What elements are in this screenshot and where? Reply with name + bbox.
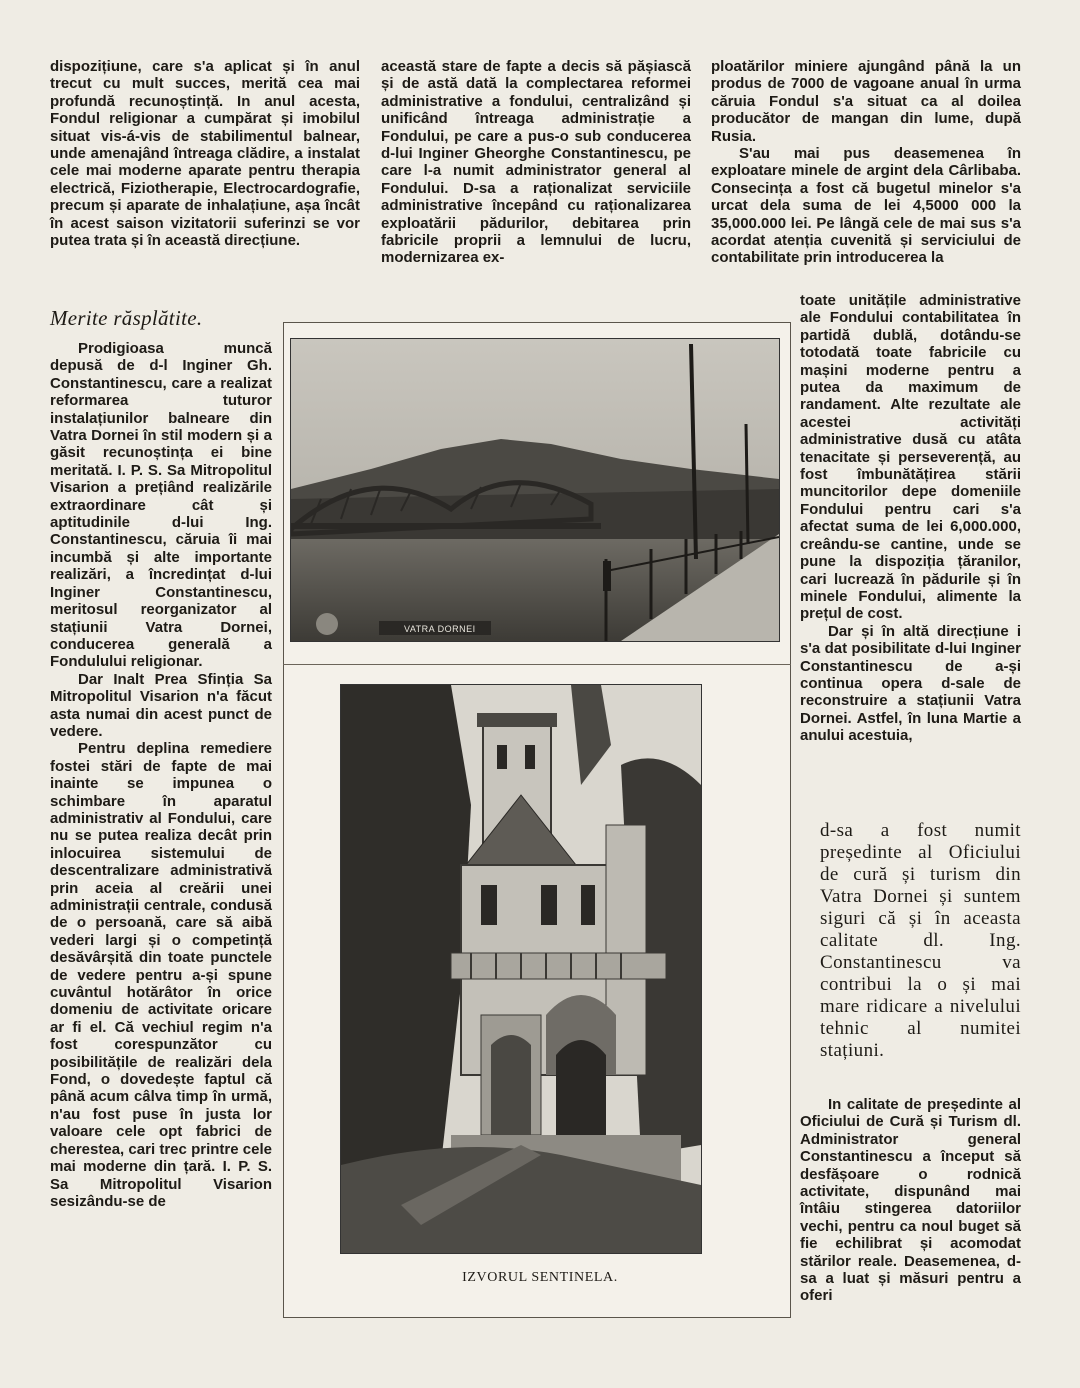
paragraph: Dar Inalt Prea Sfinția Sa Mitropolitul Visarion n'a făcut asta numai din acest punct de vedere. <box>50 670 272 740</box>
paragraph: Dar și în altă direcțiune i s'a dat posibilitate d-lui Inginer Constantinescu de a-și continua opera d-sale de reconstruire a stațiunii Vatra Dornei. Astfel, în luna Martie a anului acestuia, <box>800 622 1021 745</box>
bridge-photo <box>290 338 780 642</box>
bridge-illustration <box>291 339 779 641</box>
column-3-top-text <box>711 58 1021 267</box>
paragraph: această stare de fapte a decis să pășiască și de astă dată la complectarea reformei administrative a fondului, centralizând și unificând întreaga administrație a Fondului, pe care a pus-o sub conducerea d-lui Inginer Gheorghe Constantinescu, pe care l-a numit administrator general al Fondului. D-sa a raționalizat serviciile administrative începând cu raționalizarea exploatării pădurilor, debitarea prin fabricile proprii a lemnului de lucru, modernizarea ex- <box>381 58 691 267</box>
paragraph: Prodigioasa muncă depusă de d-l Inginer Gh. Constantinescu, care a realizat reformarea tuturor instalațiunilor balneare din Vatra Dornei în stil modern și a găsit recunoștința ei bine meritată. I. P. S. Sa Mitropolitul Visarion a prețiând realizările extraordinare cât și aptitudinile d-lui Ing. Constantinescu, căruia îi mai incumbă și alte importante realizări, a încredințat d-lui Inginer Constantinescu, meritosul reorganizator al stațiunii Vatra Dornei, conducerea generală a Fondulului religionar. <box>50 340 272 671</box>
paragraph: toate unitățile administrative ale Fondului contabilitatea în partidă dublă, dotându-se totodată toate fabricile cu mașini moderne pentru a putea da maximum de randament. Alte rezultate ale acestei activități administrative dusă cu atâta tenacitate și perseverență, au fost îmbunătățirea stării muncitorilor depe domeniile Fondului pentru cari s'a afectat suma de lei 6,000.000, creându-se cantine, unde se pune la dispoziția țăranilor, cari lucrează în pădurile și în minele Fondului, alimente la prețul de cost. <box>800 292 1021 623</box>
highlighted-text: d-sa a fost numit președinte al Oficiului de cură și turism din Vatra Dornei și suntem siguri că și în aceasta calitate dl. Ing. Constantinescu va contribui la o și mai mare ridicare a nivelului tehnic al numitei stațiuni. <box>820 820 1021 1061</box>
column-3-text <box>800 292 1021 745</box>
column-1-text <box>50 340 272 1210</box>
paragraph: In calitate de președinte al Oficiului de Cură și Turism dl. Administrator general Constantinescu a început să desfășoare o rodnică activitate, dispunând mai întâiu stingerea datoriilor vechi, pentru ca noul buget să fie echilibrat și acomodat stărilor reale. Deasemenea, d-sa a luat și măsuri pentru a oferi <box>800 1096 1021 1305</box>
section-heading: Merite răsplătite. <box>50 306 203 330</box>
paragraph: Pentru deplina remediere fostei stări de fapte de mai inainte se impunea o schimbare în aparatul administrativ al Fondului, care nu se putea realiza decât prin inlocuirea sistemului de descentralizare administrativă prin aceia al creării unei administrații centrale, condusă de o persoană, care să aibă vederi largi și o competință desăvârșită din toate punctele de vedere pentru a-și spune cuvântul hotărâtor în orice domeniu de activitate oricare ar fi el. Că vechiul regim n'a fost corespunzător cu posibilitățile de realizări dela Fond, o dovedește faptul că până acum câlva timp în urmă, n'au fost puse în justa lor valoare cele opt fabrici de cherestea, cari trec printre cele mai moderne din țară. I. P. S. Sa Mitropolitul Visarion sesizându-se de <box>50 740 272 1210</box>
paragraph: ploatărilor miniere ajungând până la un produs de 7000 de vagoane anual în urma căruia Fondul s'a situat ca al doilea producător de mangan din lume, după Rusia. <box>711 58 1021 145</box>
frame-divider <box>283 664 791 665</box>
column-3-bottom-text <box>800 1096 1021 1305</box>
tower-photo <box>340 684 702 1254</box>
tower-photo-caption: IZVORUL SENTINELA. <box>462 1270 618 1285</box>
column-1-top-text <box>50 58 360 249</box>
tower-illustration <box>341 685 701 1253</box>
paragraph: dispozițiune, care s'a aplicat și în anul trecut cu mult succes, merită cea mai profundă recunoștință. In anul acesta, Fondul religionar a cumpărat și imobilul situat vis-á-vis de stabilimentul balnear, unde amenajând întreaga clădire, a instalat cele mai moderne aparate pentru therapia electrică, Fiziotherapie, Electrocardografie, precum și aparate de inhalațiune, așa încât în acest saison vizitatorii suferinzi se vor putea trata și în această direcțiune. <box>50 58 360 250</box>
bridge-photo-label: VATRA DORNEI <box>404 624 476 634</box>
paragraph: S'au mai pus deasemenea în exploatare minele de argint dela Cârlibaba. Consecința a fost că bugetul minelor s'a urcat dela suma de lei 4,5000 000 la 35,000.000 lei. Pe lângă cele de mai sus s'a acordat atenția cuvenită și serviciului de contabilitate prin introducerea la <box>711 145 1021 267</box>
column-2-top-text <box>381 58 691 267</box>
